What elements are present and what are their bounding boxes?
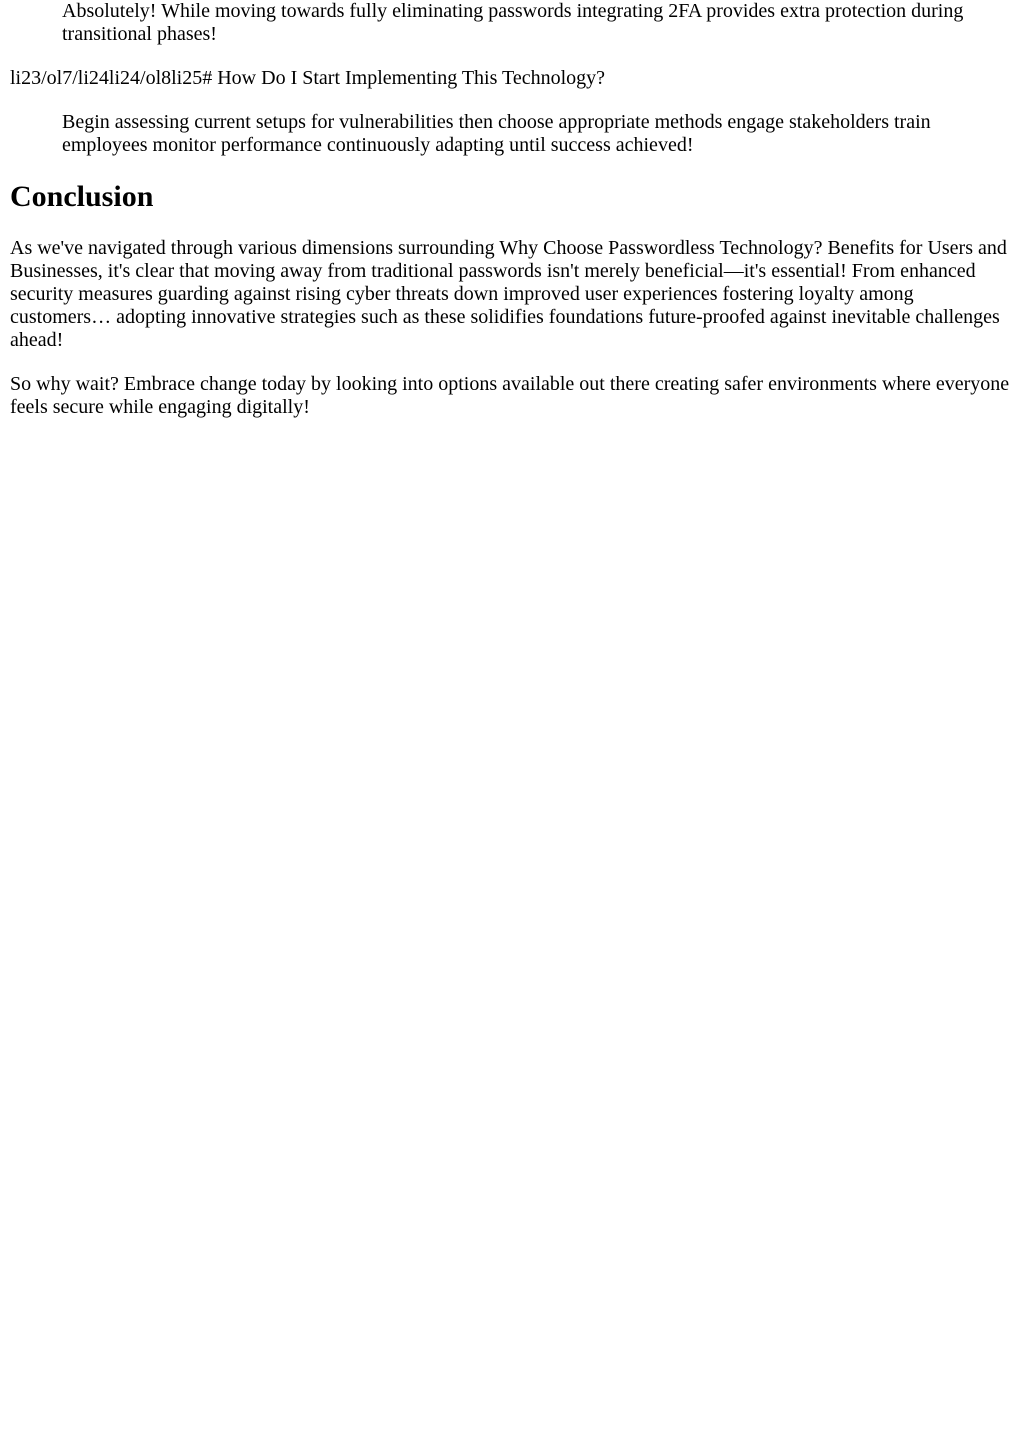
- conclusion-paragraph-2: So why wait? Embrace change today by looking into options available out there creating safer environments where everyone feels secure while engaging digitally!: [10, 373, 1010, 418]
- faq-answer-2fa-text: Absolutely! While moving towards fully eliminating passwords integrating 2FA provides extra protection during transitional phases!: [62, 0, 964, 45]
- faq-answer-implementation-text: Begin assessing current setups for vulnerabilities then choose appropriate methods engage stakeholders train employees monitor performance continuously adapting until success achieved!: [62, 111, 931, 156]
- faq-answer-2fa: [62, 0, 1014, 46]
- faq-answer-implementation: [62, 111, 1014, 157]
- conclusion-paragraph-1: As we've navigated through various dimensions surrounding Why Choose Passwordless Technology? Benefits for Users and Businesses, it's clear that moving away from traditional passwords isn't merely beneficial—it's essential! From enhanced security measures guarding against rising cyber threats down improved user experiences fostering loyalty among customers… adopting innovative strategies such as these solidifies foundations future-proofed against inevitable challenges ahead!: [10, 237, 1007, 351]
- conclusion-heading: Conclusion: [10, 180, 154, 213]
- article-page: [0, 0, 1024, 419]
- faq-question-implementation: li23/ol7/li24li24/ol8li25# How Do I Start Implementing This Technology?: [10, 67, 606, 89]
